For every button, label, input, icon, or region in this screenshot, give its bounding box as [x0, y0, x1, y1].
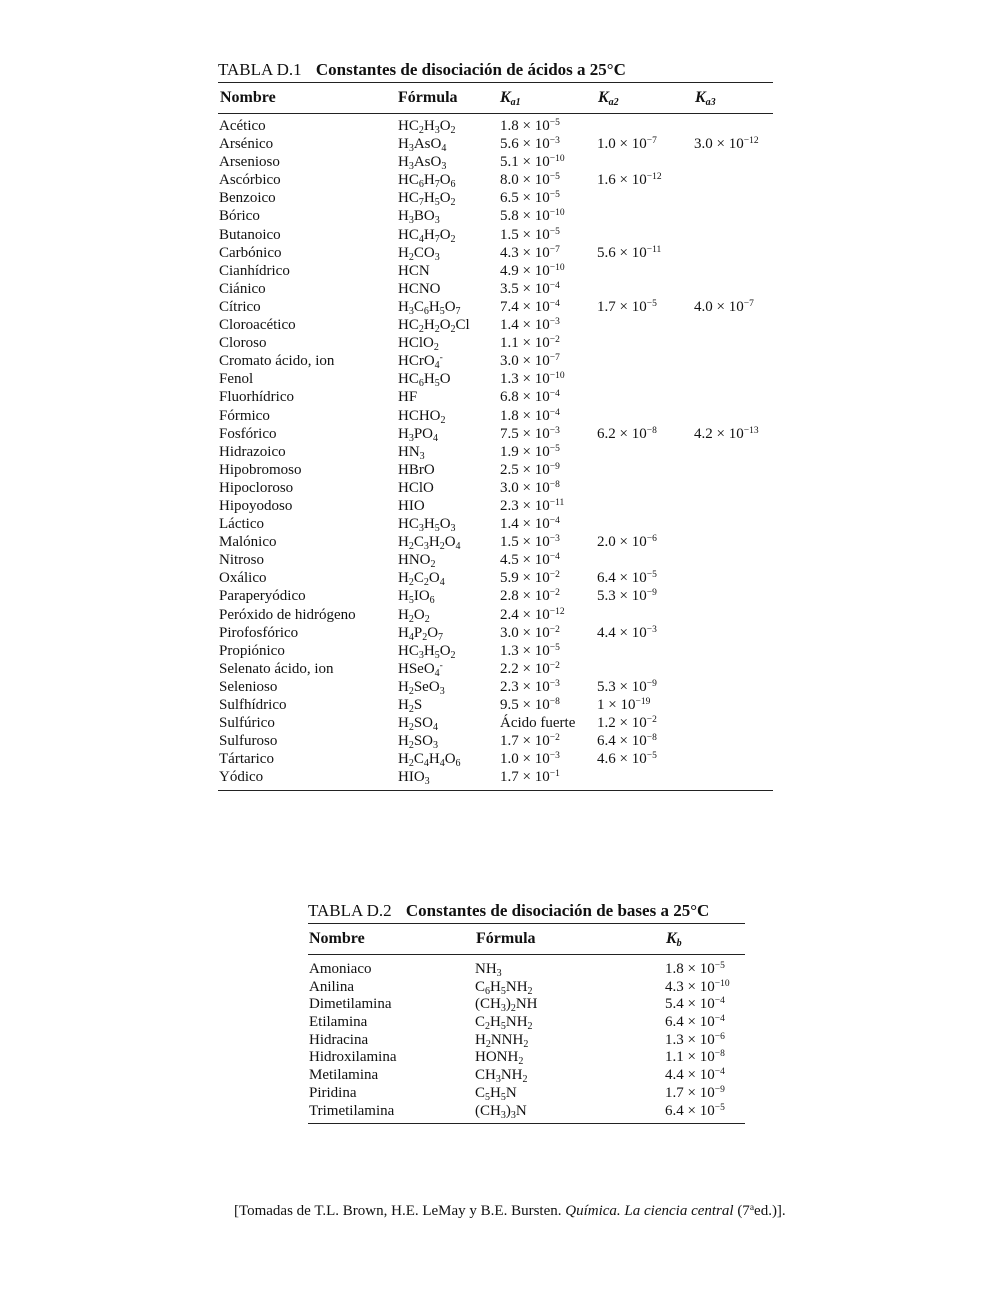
- table-row: [218, 117, 773, 135]
- cell-formula: $HCHO_2$: [398, 407, 446, 426]
- cell-ka2: $6.4 \times 10^{-8}$: [597, 733, 657, 750]
- table-row: [218, 696, 773, 714]
- cell-nombre: Hidrazoico: [219, 443, 286, 460]
- cell-nombre: Sulfhídrico: [219, 697, 287, 713]
- cell-ka2: $5.6 \times 10^{-11}$: [597, 244, 662, 261]
- table-row: [218, 714, 773, 732]
- cell-kb: $5.4 \times 10^{-4}$: [665, 996, 725, 1013]
- citation-edition: (7: [733, 1203, 750, 1219]
- cell-nombre: Piridina: [309, 1084, 357, 1101]
- cell-formula: $H_2C_3H_2O_4$: [398, 534, 461, 553]
- cell-nombre: Ascórbico: [219, 172, 281, 189]
- table-row: [218, 298, 773, 316]
- cell-nombre: Cloroso: [219, 335, 267, 352]
- cell-ka1: $2.8 \times 10^{-2}$: [500, 588, 560, 605]
- cell-formula: HIO: [398, 497, 425, 514]
- cell-nombre: Propiónico: [219, 642, 285, 659]
- cell-nombre: Selenato ácido, ion: [219, 660, 334, 677]
- cell-formula: $HC_6H_7O_6$: [398, 172, 456, 191]
- bottom-rule: [308, 1123, 745, 1124]
- cell-nombre: Fórmico: [219, 407, 270, 424]
- table-row: [218, 624, 773, 642]
- cell-nombre: Arsénico: [219, 136, 274, 153]
- cell-ka1: $1.7 \times 10^{-1}$: [500, 769, 560, 786]
- table-row: [218, 606, 773, 624]
- table-row: [308, 1048, 745, 1066]
- table-body: [308, 955, 745, 1119]
- cell-ka1: $1.8 \times 10^{-5}$: [500, 118, 560, 134]
- cell-formula: $HC_3H_5O_2$: [398, 642, 456, 661]
- table-row: [218, 244, 773, 262]
- cell-formula: $C_2H_5NH_2$: [475, 1014, 533, 1033]
- table-row: [308, 995, 745, 1013]
- cell-nombre: Yódico: [219, 769, 264, 786]
- cell-ka1: $9.5 \times 10^{-8}$: [500, 697, 560, 713]
- citation-edition-end: ed.)].: [754, 1203, 786, 1219]
- cell-kb: $1.1 \times 10^{-8}$: [665, 1049, 725, 1066]
- table-row: [218, 732, 773, 750]
- cell-formula: $C_6H_5NH_2$: [475, 978, 533, 997]
- cell-ka3: $4.2 \times 10^{-13}$: [694, 425, 759, 442]
- cell-formula: $HC_6H_5O$: [398, 371, 451, 390]
- cell-nombre: Hipobromoso: [219, 461, 302, 478]
- cell-formula: $H_2SeO_3$: [398, 678, 445, 697]
- table-row: [218, 533, 773, 551]
- cell-ka2: $4.6 \times 10^{-5}$: [597, 751, 657, 768]
- cell-nombre: Nitroso: [219, 552, 264, 569]
- cell-ka3: $4.0 \times 10^{-7}$: [694, 298, 754, 315]
- table-row: [308, 960, 745, 978]
- cell-ka1: $1.3 \times 10^{-5}$: [500, 642, 560, 659]
- bottom-rule: [218, 790, 773, 791]
- cell-formula: $HC_2H_3O_2$: [398, 118, 456, 136]
- cell-formula: $HC_7H_5O_2$: [398, 190, 456, 209]
- cell-formula: $H_2C_4H_4O_6$: [398, 751, 461, 770]
- table-header: [218, 83, 773, 113]
- citation-book-title: Química. La ciencia central: [565, 1203, 734, 1219]
- cell-ka1: $2.3 \times 10^{-11}$: [500, 497, 565, 514]
- cell-formula: $H_2SO_3$: [398, 733, 439, 752]
- table-row: [308, 1031, 745, 1049]
- table-row: [218, 551, 773, 569]
- cell-nombre: Oxálico: [219, 570, 267, 587]
- cell-ka2: $6.2 \times 10^{-8}$: [597, 425, 657, 442]
- cell-kb: $6.4 \times 10^{-4}$: [665, 1014, 725, 1031]
- cell-nombre: Sulfúrico: [219, 715, 275, 732]
- table-row: [218, 569, 773, 587]
- cell-nombre: Hipoyodoso: [219, 497, 293, 514]
- table-title: Constantes de disociación de ácidos a 25°C: [315, 60, 626, 79]
- cell-formula: $H_2C_2O_4$: [398, 570, 445, 589]
- table-row: [218, 678, 773, 696]
- table-title: Constantes de disociación de bases a 25°C: [405, 901, 710, 920]
- cell-formula: $H_3AsO_4$: [398, 136, 447, 155]
- cell-nombre: Hidroxilamina: [309, 1049, 397, 1066]
- table-row: [218, 153, 773, 171]
- cell-ka2: $1.7 \times 10^{-5}$: [597, 298, 657, 315]
- cell-ka1: $8.0 \times 10^{-5}$: [500, 172, 560, 189]
- table-row: [218, 443, 773, 461]
- cell-kb: $4.3 \times 10^{-10}$: [665, 978, 730, 995]
- cell-formula: $H_2SO_4$: [398, 715, 439, 734]
- cell-nombre: Hipocloroso: [219, 479, 294, 496]
- cell-ka1: $5.6 \times 10^{-3}$: [500, 136, 560, 153]
- col-header-ka1: $K_{a1}$: [500, 89, 521, 108]
- cell-ka1: $2.2 \times 10^{-2}$: [500, 660, 560, 677]
- cell-nombre: Arsenioso: [219, 154, 280, 171]
- cell-formula: $HC_2H_2O_2Cl$: [398, 317, 470, 336]
- table-row: [218, 280, 773, 298]
- cell-nombre: Selenioso: [219, 678, 278, 695]
- cell-ka1: $2.4 \times 10^{-12}$: [500, 606, 565, 623]
- citation-edition-sup: a: [749, 1203, 755, 1213]
- table-row: [218, 135, 773, 153]
- cell-ka1: $2.5 \times 10^{-9}$: [500, 461, 560, 478]
- cell-ka2: $5.3 \times 10^{-9}$: [597, 588, 657, 605]
- cell-nombre: Hidracina: [309, 1031, 369, 1048]
- cell-formula: $H_2CO_3$: [398, 244, 440, 263]
- cell-ka2: $4.4 \times 10^{-3}$: [597, 624, 657, 641]
- cell-nombre: Peróxido de hidrógeno: [219, 606, 356, 623]
- cell-ka1: $5.8 \times 10^{-10}$: [500, 208, 565, 225]
- col-header-ka2: $K_{a2}$: [598, 89, 619, 108]
- citation-text: [Tomadas de T.L. Brown, H.E. LeMay y B.E. Bursten.: [234, 1203, 566, 1219]
- cell-formula: $H_2O_2$: [398, 606, 430, 625]
- cell-formula: $(CH_3)_3N$: [475, 1102, 527, 1121]
- cell-formula: $H_2NNH_2$: [475, 1031, 529, 1050]
- cell-formula: $HN_3$: [398, 443, 425, 462]
- cell-formula: $H_4P_2O_7$: [398, 624, 444, 643]
- cell-kb: $6.4 \times 10^{-5}$: [665, 1102, 725, 1119]
- cell-nombre: Benzoico: [219, 190, 276, 207]
- cell-formula: $CH_3NH_2$: [475, 1067, 528, 1086]
- cell-formula: HClO$_2$: [398, 335, 439, 354]
- cell-ka1: $3.0 \times 10^{-2}$: [500, 624, 560, 641]
- table-row: [218, 461, 773, 479]
- cell-formula: $H_3BO_3$: [398, 208, 440, 227]
- cell-ka1: $7.4 \times 10^{-4}$: [500, 298, 560, 315]
- cell-nombre: Trimetilamina: [309, 1102, 395, 1119]
- cell-ka1: $4.9 \times 10^{-10}$: [500, 262, 565, 279]
- cell-kb: $1.3 \times 10^{-6}$: [665, 1031, 725, 1048]
- cell-nombre: Anilina: [309, 978, 354, 995]
- table-body: [218, 114, 773, 786]
- cell-ka1: $2.3 \times 10^{-3}$: [500, 678, 560, 695]
- table-row: [218, 226, 773, 244]
- cell-nombre: Dimetilamina: [309, 996, 392, 1013]
- cell-formula: HCN: [398, 262, 430, 279]
- cell-nombre: Etilamina: [309, 1014, 368, 1031]
- cell-ka1: $1.0 \times 10^{-3}$: [500, 751, 560, 768]
- table-row: [218, 497, 773, 515]
- cell-ka1: $1.7 \times 10^{-2}$: [500, 733, 560, 750]
- cell-ka1: $4.3 \times 10^{-7}$: [500, 244, 560, 261]
- table-row: [218, 660, 773, 678]
- table-caption: [218, 60, 773, 82]
- cell-nombre: Cloroacético: [219, 317, 296, 334]
- cell-ka1: $6.5 \times 10^{-5}$: [500, 190, 560, 207]
- cell-ka1: $1.5 \times 10^{-5}$: [500, 226, 560, 243]
- cell-ka2: $1.6 \times 10^{-12}$: [597, 172, 662, 189]
- cell-nombre: Acético: [219, 118, 266, 134]
- cell-nombre: Ciánico: [219, 280, 266, 297]
- cell-formula: HSeO$_4$-: [398, 660, 443, 679]
- cell-ka1: $1.9 \times 10^{-5}$: [500, 443, 560, 460]
- cell-kb: $1.8 \times 10^{-5}$: [665, 961, 725, 977]
- table-row: [308, 1013, 745, 1031]
- cell-ka1: $5.1 \times 10^{-10}$: [500, 154, 565, 171]
- col-header-nombre: Nombre: [220, 89, 276, 106]
- table-row: [218, 316, 773, 334]
- cell-nombre: Fosfórico: [219, 425, 277, 442]
- cell-ka1: $3.5 \times 10^{-4}$: [500, 280, 560, 297]
- cell-ka1: $1.1 \times 10^{-2}$: [500, 335, 560, 352]
- table-row: [308, 978, 745, 996]
- table-row: [308, 1066, 745, 1084]
- table-caption: [308, 901, 745, 923]
- cell-formula: $H_3C_6H_5O_7$: [398, 298, 461, 317]
- cell-kb: $4.4 \times 10^{-4}$: [665, 1067, 725, 1084]
- table-row: [218, 425, 773, 443]
- cell-formula: $H_5IO_6$: [398, 588, 435, 607]
- base-dissociation-table: [308, 901, 745, 1124]
- cell-formula: $H_3AsO_3$: [398, 154, 447, 173]
- cell-formula: HBrO: [398, 461, 435, 478]
- cell-nombre: Butanoico: [219, 226, 281, 243]
- cell-ka1: $1.8 \times 10^{-4}$: [500, 407, 560, 424]
- cell-ka1: $1.3 \times 10^{-10}$: [500, 371, 565, 388]
- cell-nombre: Cianhídrico: [219, 262, 290, 279]
- cell-formula: $HONH_2$: [475, 1049, 524, 1068]
- cell-formula: $(CH_3)_2NH$: [475, 996, 538, 1015]
- table-row: [218, 768, 773, 786]
- cell-formula: $NH_3$: [475, 961, 502, 979]
- col-header-formula: Fórmula: [476, 930, 536, 947]
- cell-formula: $HC_3H_5O_3$: [398, 516, 456, 535]
- cell-nombre: Metilamina: [309, 1067, 379, 1084]
- table-row: [218, 642, 773, 660]
- cell-ka2: $5.3 \times 10^{-9}$: [597, 678, 657, 695]
- table-row: [218, 370, 773, 388]
- cell-ka1: Ácido fuerte: [500, 715, 576, 732]
- col-header-nombre: Nombre: [309, 930, 365, 947]
- cell-nombre: Sulfuroso: [219, 733, 278, 750]
- cell-nombre: Fluorhídrico: [219, 389, 294, 406]
- cell-ka2: $2.0 \times 10^{-6}$: [597, 534, 657, 551]
- col-header-ka3: $K_{a3}$: [695, 89, 716, 108]
- cell-ka1: $5.9 \times 10^{-2}$: [500, 570, 560, 587]
- cell-ka2: $1.0 \times 10^{-7}$: [597, 136, 657, 153]
- cell-nombre: Carbónico: [219, 244, 282, 261]
- cell-formula: HClO: [398, 479, 434, 496]
- table-header: [308, 924, 745, 954]
- cell-ka2: $1 \times 10^{-19}$: [597, 697, 651, 713]
- table-row: [218, 750, 773, 768]
- cell-nombre: Paraperyódico: [219, 588, 306, 605]
- source-citation: [234, 1203, 786, 1220]
- cell-ka1: $6.8 \times 10^{-4}$: [500, 389, 560, 406]
- cell-formula: HF: [398, 389, 418, 406]
- cell-ka1: $4.5 \times 10^{-4}$: [500, 552, 560, 569]
- table-row: [218, 388, 773, 406]
- cell-ka1: $1.5 \times 10^{-3}$: [500, 534, 560, 551]
- cell-ka1: $1.4 \times 10^{-4}$: [500, 516, 560, 533]
- table-row: [218, 587, 773, 605]
- cell-nombre: Bórico: [219, 208, 260, 225]
- cell-nombre: Cítrico: [219, 298, 261, 315]
- cell-nombre: Fenol: [219, 371, 254, 388]
- cell-nombre: Láctico: [219, 516, 264, 533]
- cell-ka1: $7.5 \times 10^{-3}$: [500, 425, 560, 442]
- cell-nombre: Cromato ácido, ion: [219, 353, 335, 370]
- cell-formula: $HC_4H_7O_2$: [398, 226, 456, 245]
- cell-formula: $H_3PO_4$: [398, 425, 439, 444]
- cell-formula: $HIO_3$: [398, 769, 430, 788]
- cell-ka1: $1.4 \times 10^{-3}$: [500, 317, 560, 334]
- cell-formula: HCrO$_4$-: [398, 353, 443, 372]
- cell-formula: $C_5H_5N$: [475, 1084, 517, 1103]
- cell-formula: $H_2S$: [398, 697, 423, 715]
- table-row: [218, 189, 773, 207]
- table-row: [218, 171, 773, 189]
- table-row: [308, 1084, 745, 1102]
- cell-ka3: $3.0 \times 10^{-12}$: [694, 136, 759, 153]
- table-row: [218, 515, 773, 533]
- cell-formula: $HNO_2$: [398, 552, 436, 571]
- cell-nombre: Amoniaco: [309, 961, 372, 977]
- cell-kb: $1.7 \times 10^{-9}$: [665, 1084, 725, 1101]
- table-row: [218, 407, 773, 425]
- table-row: [218, 207, 773, 225]
- table-row: [218, 352, 773, 370]
- table-row: [308, 1102, 745, 1120]
- cell-nombre: Tártarico: [219, 751, 274, 768]
- cell-ka2: $6.4 \times 10^{-5}$: [597, 570, 657, 587]
- table-row: [218, 262, 773, 280]
- table-row: [218, 479, 773, 497]
- cell-ka1: $3.0 \times 10^{-7}$: [500, 353, 560, 370]
- cell-nombre: Malónico: [219, 534, 277, 551]
- table-row: [218, 334, 773, 352]
- cell-nombre: Pirofosfórico: [219, 624, 299, 641]
- col-header-kb: $K_b$: [666, 930, 682, 949]
- acid-dissociation-table: [218, 60, 773, 791]
- col-header-formula: Fórmula: [398, 89, 458, 106]
- table-label: TABLA D.2: [308, 901, 392, 920]
- cell-formula: HCNO: [398, 280, 441, 297]
- table-label: TABLA D.1: [218, 60, 302, 79]
- cell-ka1: $3.0 \times 10^{-8}$: [500, 479, 560, 496]
- cell-ka2: $1.2 \times 10^{-2}$: [597, 715, 657, 732]
